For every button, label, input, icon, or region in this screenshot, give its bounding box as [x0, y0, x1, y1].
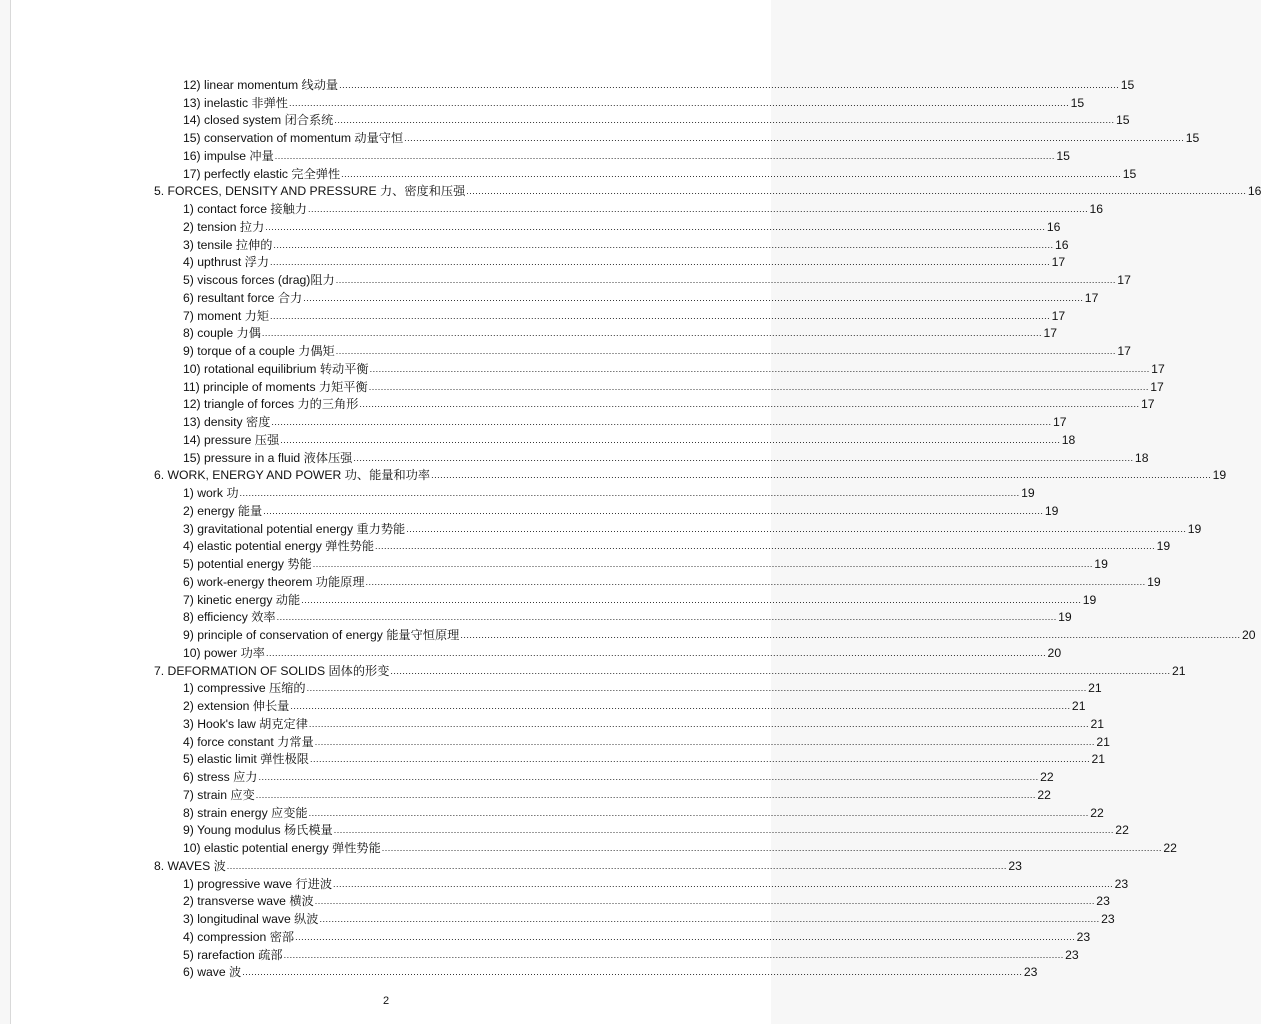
toc-entry-label: 9) Young modulus 杨氏模量 — [183, 823, 333, 838]
toc-entry — [154, 731, 1110, 749]
toc-entry-page: 19 — [1156, 539, 1171, 554]
toc-entry — [154, 802, 1104, 820]
toc-leader-dots: .................................................................................................................................................................................................................................................................... — [226, 860, 1007, 871]
toc-entry — [154, 110, 1130, 128]
toc-entry — [154, 127, 1200, 145]
toc-entry-page: 23 — [1076, 929, 1091, 944]
toc-entry — [154, 766, 1054, 784]
toc-entry-label: 5. FORCES, DENSITY AND PRESSURE 力、密度和压强 — [154, 184, 466, 199]
toc-entry-label: 8) efficiency 效率 — [183, 610, 276, 625]
toc-entry-page: 17 — [1084, 290, 1099, 305]
toc-leader-dots: .................................................................................................................................................................................................................................................................... — [406, 523, 1187, 534]
toc-entry-label: 2) extension 伸长量 — [183, 699, 290, 713]
toc-entry — [154, 376, 1164, 394]
toc-entry-label: 7) kinetic energy 动能 — [183, 592, 301, 607]
toc-entry — [154, 198, 1104, 216]
toc-leader-dots: .................................................................................................................................................................................................................................................................... — [314, 896, 1095, 907]
toc-leader-dots: .................................................................................................................................................................................................................................................................... — [261, 328, 1043, 339]
toc-entry — [154, 926, 1091, 944]
toc-leader-dots: .................................................................................................................................................................................................................................................................... — [312, 559, 1093, 569]
table-of-contents — [154, 74, 1261, 980]
toc-entry-page: 17 — [1151, 361, 1165, 376]
toc-entry-label: 9) principle of conservation of energy 能量守恒原理 — [183, 628, 460, 642]
toc-leader-dots: .................................................................................................................................................................................................................................................................... — [265, 221, 1046, 232]
toc-leader-dots: .................................................................................................................................................................................................................................................................... — [270, 257, 1051, 268]
toc-leader-dots: .................................................................................................................................................................................................................................................................... — [308, 718, 1090, 729]
toc-entry-page: 19 — [1058, 610, 1072, 625]
toc-entry-page: 17 — [1051, 308, 1066, 323]
toc-entry — [154, 891, 1110, 909]
toc-entry — [154, 589, 1097, 607]
toc-leader-dots: .................................................................................................................................................................................................................................................................... — [303, 292, 1084, 303]
toc-leader-dots: .................................................................................................................................................................................................................................................................... — [273, 239, 1054, 250]
toc-entry — [154, 287, 1099, 305]
toc-entry — [154, 305, 1066, 323]
toc-leader-dots: .................................................................................................................................................................................................................................................................... — [308, 807, 1089, 818]
toc-entry-page: 23 — [1023, 965, 1038, 980]
toc-entry — [154, 234, 1069, 252]
toc-entry-label: 7. DEFORMATION OF SOLIDS 固体的形变 — [154, 663, 390, 678]
toc-entry — [154, 74, 1135, 92]
toc-leader-dots: .................................................................................................................................................................................................................................................................... — [274, 150, 1055, 161]
toc-entry-page: 16 — [1046, 219, 1061, 234]
toc-entry-page: 19 — [1187, 521, 1202, 536]
toc-entry-page: 23 — [1096, 894, 1110, 909]
toc-entry-label: 4) elastic potential energy 弹性势能 — [183, 539, 375, 554]
toc-entry-label: 4) upthrust 浮力 — [183, 255, 270, 270]
toc-entry — [154, 784, 1051, 802]
toc-entry — [154, 571, 1161, 589]
toc-entry-label: 5) potential energy 势能 — [183, 557, 312, 571]
toc-entry-label: 6. WORK, ENERGY AND POWER 功、能量和功率 — [154, 468, 431, 483]
toc-leader-dots: .................................................................................................................................................................................................................................................................... — [381, 843, 1162, 853]
toc-leader-dots: .................................................................................................................................................................................................................................................................... — [306, 683, 1087, 694]
toc-entry — [154, 837, 1177, 855]
toc-entry-page: 19 — [1082, 592, 1097, 607]
toc-entry-label: 8. WAVES 波 — [154, 858, 226, 873]
toc-leader-dots: .................................................................................................................................................................................................................................................................... — [301, 594, 1082, 605]
toc-leader-dots: .................................................................................................................................................................................................................................................................... — [466, 186, 1247, 197]
toc-entry-label: 13) density 密度 — [183, 415, 271, 429]
toc-entry — [154, 482, 1035, 500]
toc-leader-dots: .................................................................................................................................................................................................................................................................... — [369, 363, 1150, 374]
toc-entry-label: 16) impulse 冲量 — [183, 148, 274, 163]
toc-entry-page: 15 — [1185, 131, 1200, 145]
toc-leader-dots: .................................................................................................................................................................................................................................................................... — [460, 630, 1241, 640]
toc-leader-dots: .................................................................................................................................................................................................................................................................... — [390, 665, 1171, 676]
toc-entry-page: 15 — [1122, 166, 1137, 181]
toc-entry-label: 2) tension 拉力 — [183, 219, 265, 234]
toc-leader-dots: .................................................................................................................................................................................................................................................................... — [265, 647, 1047, 658]
toc-entry-page: 21 — [1088, 681, 1102, 696]
toc-entry-label: 12) linear momentum 线动量 — [183, 77, 339, 92]
toc-entry-label: 9) torque of a couple 力偶矩 — [183, 344, 335, 358]
toc-entry — [154, 820, 1129, 838]
toc-entry-label: 5) viscous forces (drag)阻力 — [183, 273, 335, 287]
toc-entry-page: 17 — [1043, 326, 1058, 341]
toc-entry — [154, 536, 1171, 554]
toc-leader-dots: .................................................................................................................................................................................................................................................................... — [335, 275, 1116, 285]
document-page — [10, 0, 1261, 1024]
toc-entry-page: 21 — [1172, 663, 1186, 678]
toc-entry-page: 17 — [1117, 273, 1131, 287]
toc-leader-dots: .................................................................................................................................................................................................................................................................... — [431, 470, 1212, 481]
toc-entry-label: 3) Hook's law 胡克定律 — [183, 716, 308, 731]
toc-entry — [154, 624, 1256, 642]
toc-leader-dots: .................................................................................................................................................................................................................................................................... — [258, 772, 1039, 782]
toc-entry — [154, 695, 1086, 713]
toc-entry-page: 16 — [1054, 237, 1069, 252]
toc-entry-label: 3) longitudinal wave 纵波 — [183, 912, 319, 926]
toc-entry-page: 15 — [1070, 95, 1085, 110]
toc-entry-label: 10) rotational equilibrium 转动平衡 — [183, 361, 369, 376]
toc-leader-dots: .................................................................................................................................................................................................................................................................... — [283, 949, 1064, 960]
toc-leader-dots: .................................................................................................................................................................................................................................................................... — [295, 931, 1076, 942]
toc-leader-dots: .................................................................................................................................................................................................................................................................... — [276, 612, 1057, 623]
toc-entry-label: 3) tensile 拉伸的 — [183, 237, 273, 252]
toc-section-heading — [154, 660, 1186, 678]
toc-entry-page: 19 — [1021, 486, 1035, 500]
toc-leader-dots: .................................................................................................................................................................................................................................................................... — [335, 346, 1116, 356]
toc-entry — [154, 323, 1058, 341]
toc-leader-dots: .................................................................................................................................................................................................................................................................... — [341, 168, 1122, 179]
toc-entry — [154, 163, 1137, 181]
toc-section-heading — [154, 181, 1261, 199]
toc-entry-label: 2) transverse wave 横波 — [183, 894, 314, 909]
toc-entry — [154, 678, 1102, 696]
toc-entry — [154, 92, 1085, 110]
toc-entry — [154, 269, 1131, 287]
toc-leader-dots: .................................................................................................................................................................................................................................................................... — [404, 133, 1185, 143]
toc-entry-label: 4) force constant 力常量 — [183, 734, 314, 749]
toc-entry-label: 12) triangle of forces 力的三角形 — [183, 397, 359, 412]
toc-entry-label: 10) power 功率 — [183, 645, 265, 660]
toc-leader-dots: .................................................................................................................................................................................................................................................................... — [242, 967, 1023, 978]
toc-entry-label: 8) strain energy 应变能 — [183, 805, 308, 820]
toc-leader-dots: .................................................................................................................................................................................................................................................................... — [270, 310, 1051, 321]
toc-entry — [154, 713, 1105, 731]
toc-leader-dots: .................................................................................................................................................................................................................................................................... — [319, 914, 1100, 924]
toc-entry-label: 7) moment 力矩 — [183, 308, 270, 323]
toc-entry — [154, 447, 1149, 465]
toc-leader-dots: .................................................................................................................................................................................................................................................................... — [290, 701, 1071, 711]
toc-entry-page: 21 — [1071, 699, 1086, 713]
toc-entry-page: 19 — [1094, 557, 1108, 571]
toc-leader-dots: .................................................................................................................................................................................................................................................................... — [239, 488, 1020, 498]
toc-entry-page: 23 — [1101, 912, 1115, 926]
toc-section-heading — [154, 855, 1022, 873]
toc-leader-dots: .................................................................................................................................................................................................................................................................... — [314, 736, 1095, 747]
toc-leader-dots: .................................................................................................................................................................................................................................................................... — [333, 825, 1114, 836]
toc-entry-label: 11) principle of moments 力矩平衡 — [183, 379, 368, 394]
toc-entry — [154, 500, 1059, 518]
toc-leader-dots: .................................................................................................................................................................................................................................................................... — [309, 754, 1091, 765]
page-number: 2 — [382, 995, 390, 1007]
toc-entry-label: 3) gravitational potential energy 重力势能 — [183, 521, 406, 536]
toc-entry-page: 18 — [1061, 432, 1076, 447]
toc-entry-page: 19 — [1147, 574, 1161, 589]
toc-leader-dots: .................................................................................................................................................................................................................................................................... — [334, 115, 1115, 126]
toc-entry-page: 16 — [1089, 202, 1104, 216]
toc-entry — [154, 358, 1165, 376]
toc-entry-page: 16 — [1247, 184, 1261, 199]
toc-entry-page: 21 — [1096, 734, 1110, 749]
toc-leader-dots: .................................................................................................................................................................................................................................................................... — [255, 789, 1036, 800]
toc-leader-dots: .................................................................................................................................................................................................................................................................... — [365, 576, 1146, 587]
toc-entry-page: 22 — [1090, 805, 1104, 820]
toc-leader-dots: .................................................................................................................................................................................................................................................................... — [333, 878, 1114, 889]
toc-leader-dots: .................................................................................................................................................................................................................................................................... — [307, 204, 1089, 214]
toc-entry-label: 5) elastic limit 弹性极限 — [183, 752, 309, 767]
toc-entry-page: 17 — [1150, 379, 1164, 394]
toc-leader-dots: .................................................................................................................................................................................................................................................................... — [339, 79, 1120, 90]
toc-entry-page: 17 — [1052, 415, 1067, 429]
toc-entry — [154, 145, 1070, 163]
toc-leader-dots: .................................................................................................................................................................................................................................................................... — [263, 505, 1044, 516]
toc-section-heading — [154, 465, 1227, 483]
toc-entry-label: 1) work 功 — [183, 486, 239, 500]
toc-entry — [154, 749, 1106, 767]
toc-entry-page: 21 — [1090, 716, 1105, 731]
toc-entry — [154, 340, 1131, 358]
toc-entry — [154, 216, 1061, 234]
toc-entry-label: 7) strain 应变 — [183, 787, 255, 802]
toc-entry-page: 22 — [1163, 841, 1177, 855]
toc-entry-label: 4) compression 密部 — [183, 929, 295, 944]
toc-entry — [154, 607, 1072, 625]
toc-entry-page: 17 — [1141, 397, 1155, 412]
toc-entry-page: 19 — [1212, 468, 1227, 483]
toc-entry — [154, 962, 1038, 980]
toc-entry-page: 22 — [1037, 787, 1051, 802]
toc-entry-label: 6) wave 波 — [183, 965, 242, 980]
toc-entry-label: 2) energy 能量 — [183, 503, 263, 518]
toc-entry-label: 1) compressive 压缩的 — [183, 681, 306, 696]
toc-entry-label: 14) closed system 闭合系统 — [183, 113, 334, 128]
toc-entry-label: 1) contact force 接触力 — [183, 202, 307, 216]
toc-entry — [154, 394, 1155, 412]
toc-entry-label: 1) progressive wave 行进波 — [183, 876, 333, 891]
toc-entry-label: 6) work-energy theorem 功能原理 — [183, 574, 365, 589]
toc-entry-label: 8) couple 力偶 — [183, 326, 261, 341]
toc-entry — [154, 908, 1115, 926]
toc-entry — [154, 642, 1062, 660]
toc-entry — [154, 252, 1066, 270]
toc-entry-label: 15) conservation of momentum 动量守恒 — [183, 131, 404, 145]
toc-leader-dots: .................................................................................................................................................................................................................................................................... — [288, 97, 1070, 108]
toc-entry — [154, 518, 1202, 536]
toc-entry-label: 10) elastic potential energy 弹性势能 — [183, 841, 381, 855]
toc-entry-page: 20 — [1241, 628, 1256, 642]
toc-entry-page: 15 — [1115, 113, 1130, 128]
toc-entry — [154, 411, 1067, 429]
toc-entry-label: 6) resultant force 合力 — [183, 290, 303, 305]
toc-entry-label: 5) rarefaction 疏部 — [183, 947, 283, 962]
toc-entry — [154, 873, 1129, 891]
toc-entry-page: 22 — [1040, 770, 1054, 784]
toc-leader-dots: .................................................................................................................................................................................................................................................................... — [368, 381, 1149, 392]
toc-entry — [154, 553, 1108, 571]
toc-entry-label: 15) pressure in a fluid 液体压强 — [183, 450, 353, 465]
toc-entry-page: 22 — [1115, 823, 1129, 838]
toc-entry-page: 23 — [1008, 858, 1022, 873]
toc-entry-page: 18 — [1134, 450, 1149, 465]
toc-leader-dots: .................................................................................................................................................................................................................................................................... — [359, 399, 1140, 410]
toc-entry-page: 17 — [1117, 344, 1131, 358]
toc-entry-page: 21 — [1091, 752, 1106, 767]
toc-entry-page: 19 — [1044, 503, 1059, 518]
toc-entry-page: 20 — [1047, 645, 1062, 660]
toc-entry — [154, 429, 1076, 447]
toc-entry-label: 13) inelastic 非弹性 — [183, 95, 288, 110]
toc-leader-dots: .................................................................................................................................................................................................................................................................... — [271, 417, 1052, 427]
toc-leader-dots: .................................................................................................................................................................................................................................................................... — [375, 541, 1156, 552]
toc-leader-dots: .................................................................................................................................................................................................................................................................... — [280, 434, 1061, 445]
toc-entry-label: 14) pressure 压强 — [183, 432, 280, 447]
toc-entry-label: 6) stress 应力 — [183, 770, 258, 784]
toc-entry-label: 17) perfectly elastic 完全弹性 — [183, 166, 341, 181]
toc-entry-page: 15 — [1120, 77, 1135, 92]
toc-entry-page: 15 — [1056, 148, 1070, 163]
toc-entry-page: 23 — [1065, 947, 1079, 962]
toc-leader-dots: .................................................................................................................................................................................................................................................................... — [353, 452, 1134, 463]
toc-entry-page: 17 — [1051, 255, 1066, 270]
toc-entry — [154, 944, 1079, 962]
toc-entry-page: 23 — [1114, 876, 1129, 891]
